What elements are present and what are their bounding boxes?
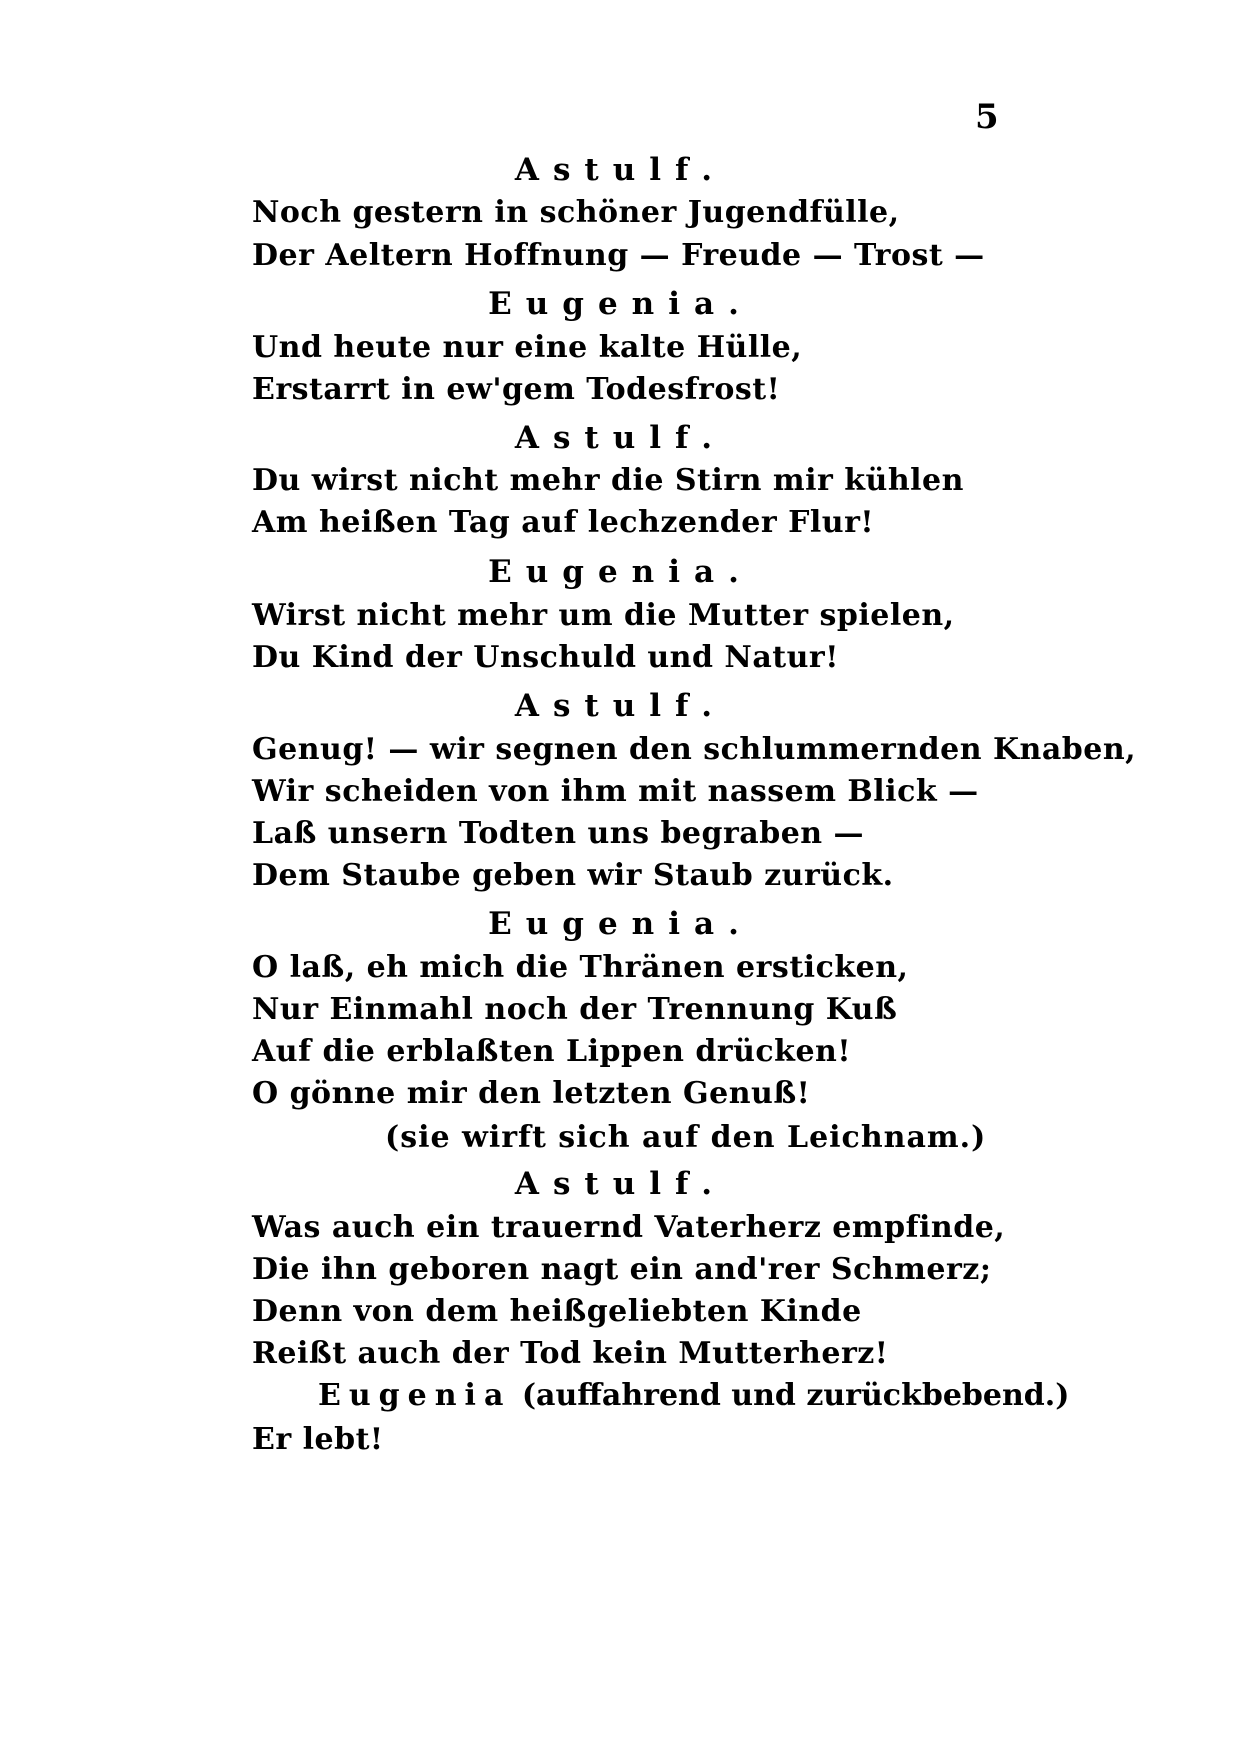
stage-direction: (auffahrend und zurückbebend.) bbox=[521, 1378, 1070, 1413]
verse-line: Wir scheiden von ihm mit nassem Blick — bbox=[252, 774, 979, 809]
verse-line: Und heute nur eine kalte Hülle, bbox=[252, 330, 803, 365]
verse-line: Denn von dem heißgeliebten Kinde bbox=[252, 1294, 862, 1329]
speaker-eugenia: Eugenia bbox=[318, 1378, 512, 1413]
verse-line: Wirst nicht mehr um die Mutter spielen, bbox=[252, 598, 955, 633]
verse-line: Der Aeltern Hoffnung — Freude — Trost — bbox=[252, 238, 985, 273]
verse-line: Genug! — wir segnen den schlummernden Knaben, bbox=[252, 732, 1137, 767]
verse-line: Du Kind der Unschuld und Natur! bbox=[252, 640, 839, 675]
verse-line: Dem Staube geben wir Staub zurück. bbox=[252, 858, 894, 893]
speaker-eugenia: Eugenia. bbox=[488, 554, 753, 590]
verse-line: Am heißen Tag auf lechzender Flur! bbox=[252, 505, 875, 540]
verse-line: O laß, eh mich die Thränen ersticken, bbox=[252, 950, 909, 985]
verse-line: Was auch ein trauernd Vaterherz empfinde, bbox=[252, 1210, 1006, 1245]
verse-line: O gönne mir den letzten Genuß! bbox=[252, 1076, 811, 1111]
speaker-with-stage-direction bbox=[318, 1376, 1069, 1416]
verse-line: Nur Einmahl noch der Trennung Kuß bbox=[252, 992, 898, 1027]
verse-line: Die ihn geboren nagt ein and'rer Schmerz; bbox=[252, 1252, 992, 1287]
speaker-eugenia: Eugenia. bbox=[488, 286, 753, 322]
speaker-eugenia: Eugenia. bbox=[488, 906, 753, 942]
speaker-astulf: Astulf. bbox=[514, 688, 727, 724]
verse-line: Erstarrt in ew'gem Todesfrost! bbox=[252, 372, 781, 407]
verse-line: Noch gestern in schöner Jugendfülle, bbox=[252, 195, 900, 230]
verse-line: Er lebt! bbox=[252, 1422, 384, 1457]
verse-line: Reißt auch der Tod kein Mutterherz! bbox=[252, 1336, 889, 1371]
verse-line: Auf die erblaßten Lippen drücken! bbox=[252, 1034, 852, 1069]
speaker-astulf: Astulf. bbox=[514, 152, 727, 188]
speaker-astulf: Astulf. bbox=[514, 420, 727, 456]
verse-line: Laß unsern Todten uns begraben — bbox=[252, 816, 865, 851]
speaker-astulf: Astulf. bbox=[514, 1166, 727, 1202]
verse-line: Du wirst nicht mehr die Stirn mir kühlen bbox=[252, 463, 964, 498]
stage-direction: (sie wirft sich auf den Leichnam.) bbox=[385, 1120, 987, 1155]
page-number: 5 bbox=[975, 97, 999, 137]
